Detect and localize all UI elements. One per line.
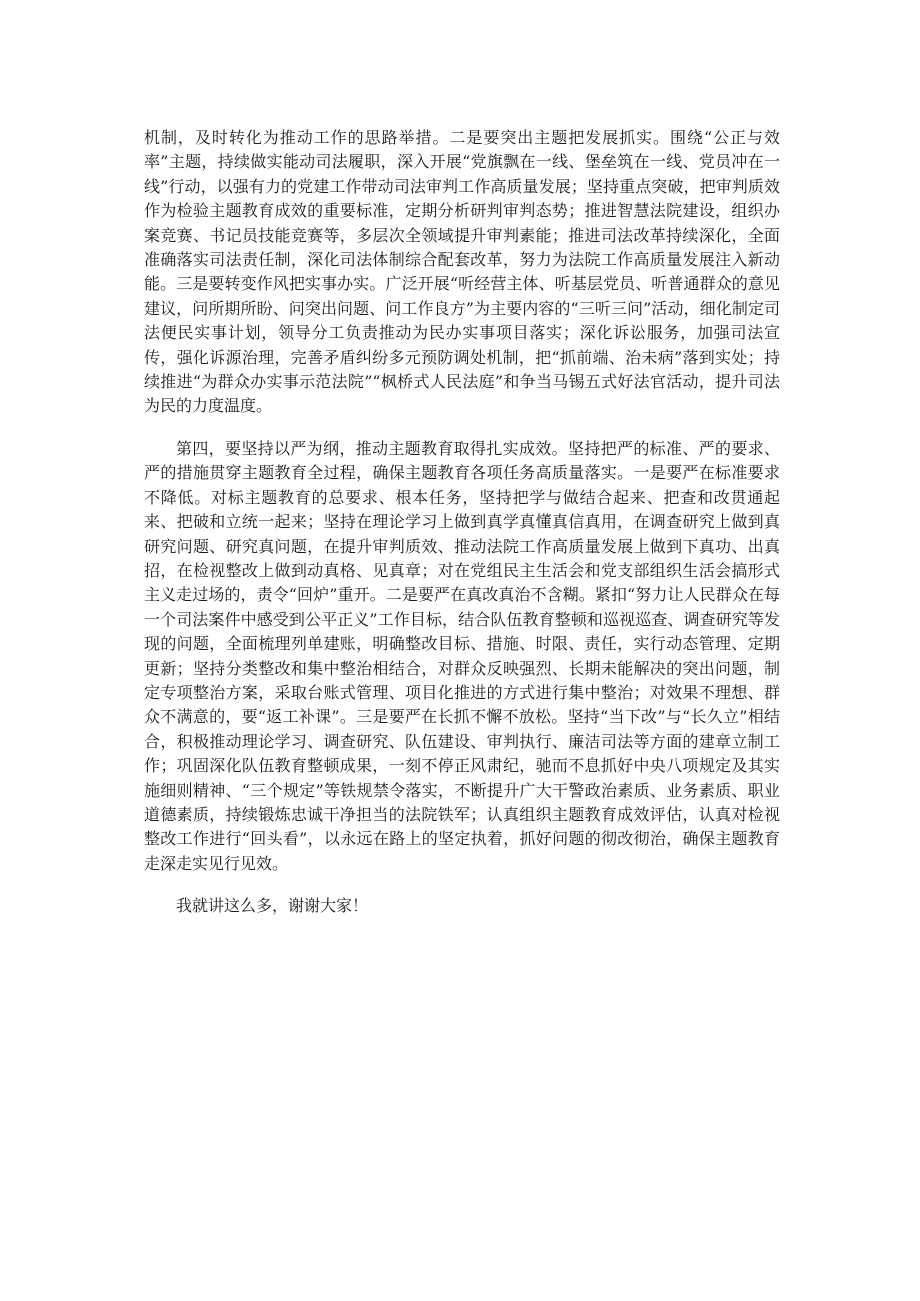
paragraph-continuation: 机制，及时转化为推动工作的思路举措。二是要突出主题把发展抓实。围绕“公正与效率”主题，持续做实能动司法履职，深入开展“党旗飘在一线、堡垒筑在一线、党员冲在一线”行动，以强有力的党建工作带动司法审判工作高质量发展；坚持重点突破，把审判质效作为检验主题教育成效的重要标准，定期分析研判审判态势；推进智慧法院建设，组织办案竞赛、书记员技能竞赛等，多层次全领域提升审判素能；推进司法改革持续深化，全面准确落实司法责任制，深化司法体制综合配套改革，努力为法院工作高质量发展注入新动能。三是要转变作风把实事办实。广泛开展“听经营主体、听基层党员、听普通群众的意见建议，问所期所盼、问突出问题、问工作良方”为主要内容的“三听三问”活动，细化制定司法便民实事计划，领导分工负责推动为民办实事项目落实；深化诉讼服务，加强司法宣传，强化诉源治理，完善矛盾纠纷多元预防调处机制，把“抓前端、治未病”落到实处；持续推进“为群众办实事示范法院”“枫桥式人民法庭”和争当马锡五式好法官活动，提升司法为民的力度温度。 (144, 128, 780, 416)
paragraph-fourth-point: 第四，要坚持以严为纲，推动主题教育取得扎实成效。坚持把严的标准、严的要求、严的措施贯穿主题教育全过程，确保主题教育各项任务高质量落实。一是要严在标准要求不降低。对标主题教育的总要求、根本任务，坚持把学与做结合起来、把查和改贯通起来、把破和立统一起来；坚持在理论学习上做到真学真懂真信真用，在调查研究上做到真研究问题、研究真问题，在提升审判质效、推动法院工作高质量发展上做到下真功、出真招，在检视整改上做到动真格、见真章；对在党组民主生活会和党支部组织生活会搞形式主义走过场的，责令“回炉”重开。二是要严在真改真治不含糊。紧扣“努力让人民群众在每一个司法案件中感受到公平正义”工作目标，结合队伍教育整顿和巡视巡查、调查研究等发现的问题，全面梳理列单建账，明确整改目标、措施、时限、责任，实行动态管理、定期更新；坚持分类整改和集中整治相结合，对群众反映强烈、长期未能解决的突出问题，制定专项整治方案，采取台账式管理、项目化推进的方式进行集中整治；对效果不理想、群众不满意的，要“返工补课”。三是要严在长抓不懈不放松。坚持“当下改”与“长久立”相结合，积极推动理论学习、调查研究、队伍建设、审判执行、廉洁司法等方面的建章立制工作；巩固深化队伍教育整顿成果，一刻不停正风肃纪，驰而不息抓好中央八项规定及其实施细则精神、“三个规定”等铁规禁令落实，不断提升广大干警政治素质、业务素质、职业道德素质，持续锻炼忠诚干净担当的法院铁军；认真组织主题教育成效评估，认真对检视整改工作进行“回头看”，以永远在路上的坚定执着，抓好问题的彻改彻治，确保主题教育走深走实见行见效。 (144, 438, 780, 873)
document-body (144, 126, 780, 919)
paragraph-closing: 我就讲这么多，谢谢大家！ (176, 896, 369, 916)
